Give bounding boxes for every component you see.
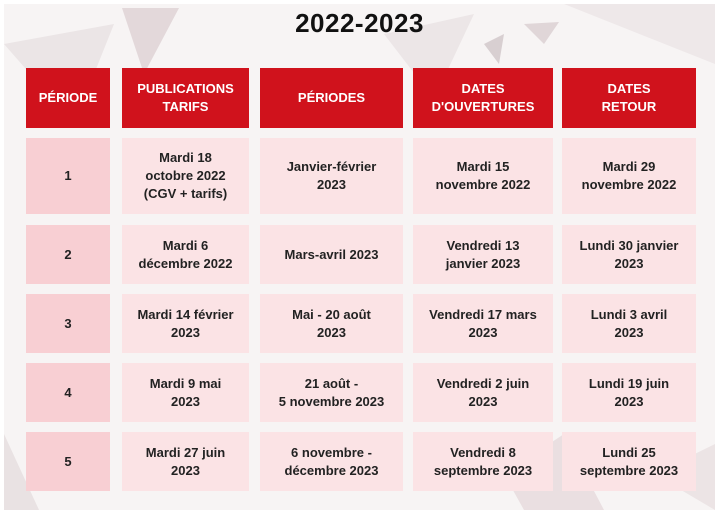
cell-periode: [26, 294, 110, 353]
cell-publications-tarifs: [122, 432, 249, 491]
cell-publications-tarifs: [122, 225, 249, 284]
cell-periode: [26, 225, 110, 284]
cell-text: Lundi 3 avril 2023: [590, 306, 668, 340]
cell-periodes: [260, 138, 403, 214]
header-label: PUBLICATIONS TARIFS: [137, 81, 234, 114]
cell-text: 2: [64, 246, 72, 262]
cell-periodes: [260, 225, 403, 284]
cell-text: Janvier-février 2023: [286, 159, 377, 192]
cell-periode: [26, 432, 110, 491]
header-dates-retour: [562, 68, 696, 128]
cell-dates-retour: [562, 294, 696, 353]
cell-text: Mardi 15 novembre 2022: [435, 159, 531, 192]
header-label: PÉRIODE: [38, 90, 98, 105]
cell-text: Mardi 27 juin 2023: [145, 444, 226, 478]
cell-publications-tarifs: [122, 363, 249, 422]
cell-text: 1: [64, 168, 72, 183]
cell-dates-ouvertures: [413, 432, 553, 491]
cell-dates-retour: [562, 225, 696, 284]
header-label: DATES RETOUR: [601, 81, 657, 114]
cell-periodes: [260, 432, 403, 491]
cell-text: 21 août - 5 novembre 2023: [278, 375, 385, 409]
cell-publications-tarifs: [122, 138, 249, 214]
cell-text: Lundi 19 juin 2023: [588, 375, 670, 409]
cell-text: Mardi 14 février 2023: [137, 306, 234, 340]
cell-dates-ouvertures: [413, 225, 553, 284]
cell-text: 6 novembre - décembre 2023: [284, 444, 379, 478]
cell-periodes: [260, 294, 403, 353]
page-title: 2022-2023: [295, 8, 424, 38]
header-periodes: [260, 68, 403, 128]
cell-text: Vendredi 17 mars 2023: [429, 306, 537, 340]
cell-text: 4: [64, 384, 72, 400]
cell-dates-ouvertures: [413, 138, 553, 214]
cell-text: Lundi 30 janvier 2023: [579, 237, 679, 271]
cell-periode: [26, 138, 110, 214]
cell-text: 5: [64, 453, 72, 469]
cell-dates-retour: [562, 432, 696, 491]
cell-text: Mardi 9 mai 2023: [149, 375, 222, 409]
cell-text: Mardi 29 novembre 2022: [581, 159, 677, 192]
header-label: DATES D'OUVERTURES: [431, 81, 535, 114]
cell-text: Mardi 6 décembre 2022: [138, 237, 233, 271]
cell-periodes: [260, 363, 403, 422]
cell-text: 3: [64, 315, 72, 331]
cell-text: Mai - 20 août 2023: [292, 306, 371, 340]
header-publications-tarifs: [122, 68, 249, 128]
cell-dates-ouvertures: [413, 363, 553, 422]
cell-text: Vendredi 8 septembre 2023: [433, 444, 533, 478]
cell-dates-retour: [562, 363, 696, 422]
calendar-document: [4, 4, 715, 510]
cell-dates-ouvertures: [413, 294, 553, 353]
cell-text: Mardi 18 octobre 2022 (CGV + tarifs): [143, 150, 228, 201]
cell-publications-tarifs: [122, 294, 249, 353]
cell-periode: [26, 363, 110, 422]
cell-text: Vendredi 13 janvier 2023: [445, 237, 521, 271]
header-dates-ouvertures: [413, 68, 553, 128]
header-label: PÉRIODES: [297, 90, 366, 105]
header-periode: [26, 68, 110, 128]
cell-text: Mars-avril 2023: [284, 246, 379, 262]
cell-text: Lundi 25 septembre 2023: [579, 444, 679, 478]
cell-dates-retour: [562, 138, 696, 214]
cell-text: Vendredi 2 juin 2023: [436, 375, 530, 409]
